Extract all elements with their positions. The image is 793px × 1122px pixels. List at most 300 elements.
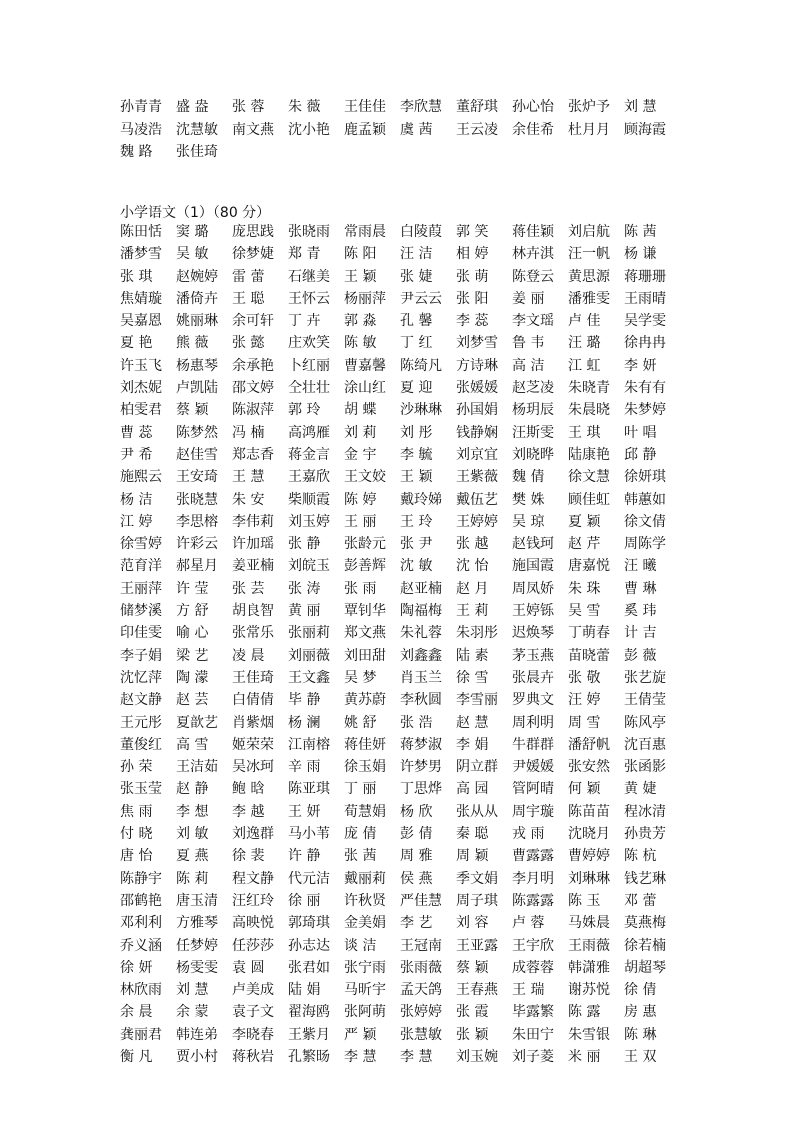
student-name: 陈风亭: [624, 714, 666, 731]
student-name: 张艺旋: [624, 669, 666, 686]
student-name: 沈 敏: [400, 558, 433, 575]
student-name: 朱晓青: [568, 380, 610, 397]
student-name: 邓利利: [120, 915, 162, 932]
student-name: 虞 茜: [400, 121, 433, 138]
student-name: 周宇璇: [512, 803, 554, 820]
student-name: 刘 敏: [176, 826, 209, 843]
student-name: 许 莹: [176, 580, 209, 597]
student-name: 余承艳: [232, 357, 274, 374]
student-name: 王冠南: [400, 937, 442, 954]
student-name: 刘 慧: [176, 982, 209, 999]
student-name: 刘鑫鑫: [400, 647, 442, 664]
student-name: 刘丽薇: [288, 647, 330, 664]
student-name: 陈静宇: [120, 870, 162, 887]
student-name: 张 静: [288, 536, 321, 553]
student-name: 赵婉婷: [176, 268, 218, 285]
student-name: 张 霞: [456, 1004, 489, 1021]
student-name: 王 颖: [400, 469, 433, 486]
student-name: 董俊红: [120, 736, 162, 753]
student-name: 朱田宁: [512, 1026, 554, 1043]
student-name: 孙青青: [120, 99, 162, 115]
student-name: 王雨晴: [624, 290, 666, 307]
student-name: 孙贵芳: [624, 826, 666, 843]
student-name: 高 洁: [512, 357, 545, 374]
student-name: 刘皖玉: [288, 558, 330, 575]
student-name: 严佳慧: [400, 892, 442, 909]
student-name: 白陵葭: [400, 224, 442, 240]
name-row: [120, 845, 680, 867]
student-name: 余 晨: [120, 1004, 153, 1021]
student-name: 苗晓蕾: [568, 647, 610, 664]
student-name: 沈晓月: [568, 826, 610, 843]
student-name: 庞 倩: [344, 826, 377, 843]
student-name: 高 园: [456, 781, 489, 798]
student-name: 余可轩: [232, 313, 274, 330]
student-name: 陈 露: [568, 1004, 601, 1021]
name-row: [120, 96, 680, 119]
student-name: 高鸿雁: [288, 424, 330, 441]
student-name: 陈 阳: [344, 246, 377, 263]
student-name: 曹 蕊: [120, 424, 153, 441]
student-name: 江南榕: [288, 736, 330, 753]
student-name: 王洁茹: [176, 759, 218, 776]
student-name: 施国霞: [512, 558, 554, 575]
student-name: 罗典文: [512, 692, 554, 709]
student-name: 谢苏悦: [568, 982, 610, 999]
student-name: 李 慧: [400, 1048, 433, 1065]
student-name: 李雪丽: [456, 692, 498, 709]
student-name: 孔繁旸: [288, 1048, 330, 1065]
student-name: 金 宇: [344, 446, 377, 463]
student-name: 郭琦琪: [288, 915, 330, 932]
student-name: 彭善辉: [344, 558, 386, 575]
student-name: 凌 晨: [232, 647, 265, 664]
student-name: 徐 裴: [232, 848, 265, 865]
student-name: 蒋金言: [288, 446, 330, 463]
name-row: [120, 243, 680, 265]
student-name: 阴立群: [456, 759, 498, 776]
student-name: 梁 艺: [176, 647, 209, 664]
student-name: 严 颖: [344, 1026, 377, 1043]
student-name: 陈淑萍: [232, 402, 274, 419]
student-name: 程文静: [232, 870, 274, 887]
student-name: 吴嘉恩: [120, 313, 162, 330]
student-name: 徐文倩: [624, 513, 666, 530]
student-name: 张 懿: [232, 335, 265, 352]
student-name: 任莎莎: [232, 937, 274, 954]
student-name: 尹 希: [120, 446, 153, 463]
student-name: 胡超琴: [624, 959, 666, 976]
student-name: 赵佳雪: [176, 446, 218, 463]
student-name: 范育洋: [120, 558, 162, 575]
name-row: [120, 1001, 680, 1023]
student-name: 夏歆艺: [176, 714, 218, 731]
student-name: 荀慧娟: [344, 803, 386, 820]
name-row: [120, 935, 680, 957]
student-name: 盛 盎: [176, 99, 209, 115]
student-name: 马小苇: [288, 826, 330, 843]
student-name: 张从从: [456, 803, 498, 820]
student-name: 戴玲娣: [400, 491, 442, 508]
student-name: 毕露繁: [512, 1004, 554, 1021]
student-name: 沈百惠: [624, 736, 666, 753]
student-name: 沈 怡: [456, 558, 489, 575]
student-name: 林欣雨: [120, 982, 162, 999]
student-name: 沙琳琳: [400, 402, 442, 419]
student-name: 朱晨晓: [568, 402, 610, 419]
student-name: 张雨薇: [400, 959, 442, 976]
student-name: 张晨卉: [512, 669, 554, 686]
student-name: 丁 红: [400, 335, 433, 352]
name-row: [120, 266, 680, 288]
student-name: 李 妍: [624, 357, 657, 374]
student-name: 黄 婕: [624, 781, 657, 798]
student-name: 周子琪: [456, 892, 498, 909]
student-name: 王文姣: [344, 469, 386, 486]
student-name: 曹嘉馨: [344, 357, 386, 374]
student-name: 王 瑞: [512, 982, 545, 999]
name-row: [120, 957, 680, 979]
student-name: 仝壮壮: [288, 380, 330, 397]
student-name: 魏 倩: [512, 469, 545, 486]
student-name: 汪 婷: [568, 692, 601, 709]
student-name: 陈绮凡: [400, 357, 442, 374]
student-name: 方诗琳: [456, 357, 498, 374]
name-row: [120, 801, 680, 823]
student-name: 曹 琳: [624, 580, 657, 597]
student-name: 焦 雨: [120, 803, 153, 820]
student-name: 张 琪: [120, 268, 153, 285]
section-heading: 小学语文（1）（80 分）: [120, 205, 271, 221]
student-name: 张 浩: [400, 714, 433, 731]
student-name: 潘梦雪: [120, 246, 162, 263]
student-name: 郭 笑: [456, 224, 489, 240]
student-name: 鲁 韦: [512, 335, 545, 352]
student-name: 江 婷: [120, 513, 153, 530]
student-name: 卢凯陆: [176, 380, 218, 397]
student-name: 王丽萍: [120, 580, 162, 597]
student-name: 汪斯雯: [512, 424, 554, 441]
student-name: 卢 佳: [568, 313, 601, 330]
student-name: 蔡 颖: [456, 959, 489, 976]
student-name: 李 娟: [456, 736, 489, 753]
top-name-list: [120, 96, 680, 164]
student-name: 迟焕琴: [512, 625, 554, 642]
student-name: 石继美: [288, 268, 330, 285]
student-name: 叶 唱: [624, 424, 657, 441]
name-row: [120, 756, 680, 778]
student-name: 龚丽君: [120, 1026, 162, 1043]
student-name: 任梦婷: [176, 937, 218, 954]
student-name: 张阿萌: [344, 1004, 386, 1021]
student-name: 马凌浩: [120, 121, 162, 138]
name-row: [120, 734, 680, 756]
student-name: 郭 淼: [344, 313, 377, 330]
student-name: 王 琪: [568, 424, 601, 441]
student-name: 徐若楠: [624, 937, 666, 954]
student-name: 陶 濛: [176, 669, 209, 686]
student-name: 赵钱珂: [512, 536, 554, 553]
student-name: 焦婧璇: [120, 290, 162, 307]
student-name: 刘 彤: [400, 424, 433, 441]
student-name: 张 尹: [400, 536, 433, 553]
name-row: [120, 712, 680, 734]
student-name: 金美娟: [344, 915, 386, 932]
student-name: 刘子菱: [512, 1048, 554, 1065]
student-name: 李 越: [232, 803, 265, 820]
student-name: 李 想: [176, 803, 209, 820]
student-name: 陈亚琪: [288, 781, 330, 798]
name-row: [120, 466, 680, 488]
student-name: 周 雪: [568, 714, 601, 731]
student-name: 孙志达: [288, 937, 330, 954]
student-name: 何 颖: [568, 781, 601, 798]
student-name: 卢 蓉: [512, 915, 545, 932]
student-name: 杨 洁: [120, 491, 153, 508]
name-row: [120, 912, 680, 934]
name-row: [120, 377, 680, 399]
main-name-list: [120, 221, 680, 1068]
student-name: 余佳希: [512, 121, 554, 138]
name-row: [120, 868, 680, 890]
student-name: 许玉飞: [120, 357, 162, 374]
student-name: 王安琦: [176, 469, 218, 486]
student-name: 付 晓: [120, 826, 153, 843]
student-name: 曹婷婷: [568, 848, 610, 865]
student-name: 顾佳虹: [568, 491, 610, 508]
student-name: 王倩莹: [624, 692, 666, 709]
student-name: 赵文静: [120, 692, 162, 709]
student-name: 朱雪银: [568, 1026, 610, 1043]
student-name: 唐 怡: [120, 848, 153, 865]
name-row: [120, 221, 680, 243]
student-name: 杨丽萍: [344, 290, 386, 307]
student-name: 林卉淇: [512, 246, 554, 263]
student-name: 汪一帆: [568, 246, 610, 263]
student-name: 刘 容: [456, 915, 489, 932]
name-row: [120, 310, 680, 332]
student-name: 邓 蕾: [624, 892, 657, 909]
student-name: 夏 颖: [568, 513, 601, 530]
student-name: 彭 倩: [400, 826, 433, 843]
student-name: 王紫薇: [456, 469, 498, 486]
student-name: 姚 舒: [344, 714, 377, 731]
student-name: 刘玉婉: [456, 1048, 498, 1065]
student-name: 韩蕙如: [624, 491, 666, 508]
student-name: 刘 莉: [344, 424, 377, 441]
student-name: 张 蓉: [232, 99, 265, 115]
student-name: 杨玥辰: [512, 402, 554, 419]
student-name: 樊 姝: [512, 491, 545, 508]
student-name: 张慧敏: [400, 1026, 442, 1043]
student-name: 张君如: [288, 959, 330, 976]
student-name: 陈 敏: [344, 335, 377, 352]
student-name: 肖玉兰: [400, 669, 442, 686]
student-name: 朱梦婷: [624, 402, 666, 419]
student-name: 张常乐: [232, 625, 274, 642]
student-name: 王佳佳: [344, 99, 386, 115]
student-name: 顾海霞: [624, 121, 666, 138]
student-name: 雷 蕾: [232, 268, 265, 285]
student-name: 张晓雨: [288, 224, 330, 240]
student-name: 蒋秋岩: [232, 1048, 274, 1065]
student-name: 蒋佳颖: [512, 224, 554, 240]
student-name: 庄欢笑: [288, 335, 330, 352]
student-name: 张 婕: [400, 268, 433, 285]
student-name: 陈 杭: [624, 848, 657, 865]
student-name: 米 丽: [568, 1048, 601, 1065]
student-name: 杨惠琴: [176, 357, 218, 374]
student-name: 周利明: [512, 714, 554, 731]
student-name: 张 阳: [456, 290, 489, 307]
name-row: [120, 399, 680, 421]
student-name: 李文瑶: [512, 313, 554, 330]
student-name: 王文鑫: [288, 669, 330, 686]
name-row: [120, 444, 680, 466]
student-name: 许 静: [288, 848, 321, 865]
student-name: 黄苏蔚: [344, 692, 386, 709]
student-name: 高映悦: [232, 915, 274, 932]
student-name: 王 颖: [344, 268, 377, 285]
student-name: 刘晓晔: [512, 446, 554, 463]
student-name: 张 颖: [456, 1026, 489, 1043]
student-name: 王 慧: [232, 469, 265, 486]
student-name: 鹿孟颖: [344, 121, 386, 138]
student-name: 李子娟: [120, 647, 162, 664]
student-name: 潘雅雯: [568, 290, 610, 307]
student-name: 熊 薇: [176, 335, 209, 352]
student-name: 陈 婷: [344, 491, 377, 508]
student-name: 潘舒帆: [568, 736, 610, 753]
student-name: 张玉莹: [120, 781, 162, 798]
student-name: 沈小艳: [288, 121, 330, 138]
student-name: 徐 倩: [624, 982, 657, 999]
student-name: 杨 谦: [624, 246, 657, 263]
student-name: 李 艺: [400, 915, 433, 932]
student-name: 许加瑶: [232, 536, 274, 553]
student-name: 李秋圆: [400, 692, 442, 709]
student-name: 孙国娟: [456, 402, 498, 419]
student-name: 许彩云: [176, 536, 218, 553]
student-name: 陆 娟: [288, 982, 321, 999]
student-name: 陈 玉: [568, 892, 601, 909]
student-name: 袁子文: [232, 1004, 274, 1021]
student-name: 吴 梦: [344, 669, 377, 686]
student-name: 陈露露: [512, 892, 554, 909]
student-name: 王婷婷: [456, 513, 498, 530]
student-name: 张 芸: [232, 580, 265, 597]
student-name: 计 吉: [624, 625, 657, 642]
student-name: 黄思源: [568, 268, 610, 285]
student-name: 蔡 颖: [176, 402, 209, 419]
student-name: 成蓉蓉: [512, 959, 554, 976]
student-name: 赵 静: [176, 781, 209, 798]
student-name: 许秋贤: [344, 892, 386, 909]
student-name: 卜红丽: [288, 357, 330, 374]
student-name: 常雨晨: [344, 224, 386, 240]
student-name: 张媛媛: [456, 380, 498, 397]
student-name: 徐梦婕: [232, 246, 274, 263]
student-name: 汪 璐: [568, 335, 601, 352]
student-name: 赵芝凌: [512, 380, 554, 397]
student-name: 张佳琦: [176, 144, 218, 160]
student-name: 吴 雪: [568, 603, 601, 620]
student-name: 郑文燕: [344, 625, 386, 642]
name-row: [120, 578, 680, 600]
student-name: 张 萌: [456, 268, 489, 285]
student-name: 覃钊华: [344, 603, 386, 620]
name-row: [120, 355, 680, 377]
student-name: 王 双: [624, 1048, 657, 1065]
student-name: 房 惠: [624, 1004, 657, 1021]
student-name: 方雅琴: [176, 915, 218, 932]
name-row: [120, 778, 680, 800]
student-name: 程冰清: [624, 803, 666, 820]
student-name: 彭 薇: [624, 647, 657, 664]
student-name: 董舒琪: [456, 99, 498, 115]
student-name: 邱 静: [624, 446, 657, 463]
name-row: [120, 645, 680, 667]
student-name: 蒋佳妍: [344, 736, 386, 753]
student-name: 钱艺琳: [624, 870, 666, 887]
name-row: [120, 890, 680, 912]
student-name: 王春燕: [456, 982, 498, 999]
student-name: 陆 素: [456, 647, 489, 664]
student-name: 夏 燕: [176, 848, 209, 865]
student-name: 庞思践: [232, 224, 274, 240]
student-name: 柏雯君: [120, 402, 162, 419]
name-row: [120, 119, 680, 142]
name-row: [120, 533, 680, 555]
student-name: 陈登云: [512, 268, 554, 285]
student-name: 白倩倩: [232, 692, 274, 709]
student-name: 徐玉娟: [344, 759, 386, 776]
student-name: 徐妍琪: [624, 469, 666, 486]
student-name: 沈慧敏: [176, 121, 218, 138]
student-name: 戴丽莉: [344, 870, 386, 887]
student-name: 刘启航: [568, 224, 610, 240]
student-name: 朱有有: [624, 380, 666, 397]
student-name: 毕 静: [288, 692, 321, 709]
student-name: 王 聪: [232, 290, 265, 307]
student-name: 吴学雯: [624, 313, 666, 330]
student-name: 夏 迎: [400, 380, 433, 397]
student-name: 李思榕: [176, 513, 218, 530]
student-name: 戴伍艺: [456, 491, 498, 508]
student-name: 王元彤: [120, 714, 162, 731]
student-name: 南文燕: [232, 121, 274, 138]
student-name: 魏 路: [120, 144, 153, 160]
student-name: 朱礼蓉: [400, 625, 442, 642]
student-name: 朱 薇: [288, 99, 321, 115]
student-name: 郭 玲: [288, 402, 321, 419]
student-name: 刘琳琳: [568, 870, 610, 887]
student-name: 张 涛: [288, 580, 321, 597]
student-name: 夏 艳: [120, 335, 153, 352]
student-name: 喻 心: [176, 625, 209, 642]
student-name: 汪 洁: [400, 246, 433, 263]
student-name: 卢美成: [232, 982, 274, 999]
student-name: 翟海鸥: [288, 1004, 330, 1021]
student-name: 王 妍: [288, 803, 321, 820]
student-name: 徐 雪: [456, 669, 489, 686]
student-name: 戎 雨: [512, 826, 545, 843]
student-name: 邵鹤艳: [120, 892, 162, 909]
student-name: 丁 丽: [344, 781, 377, 798]
name-row: [120, 979, 680, 1001]
student-name: 邵文婷: [232, 380, 274, 397]
student-name: 代元洁: [288, 870, 330, 887]
